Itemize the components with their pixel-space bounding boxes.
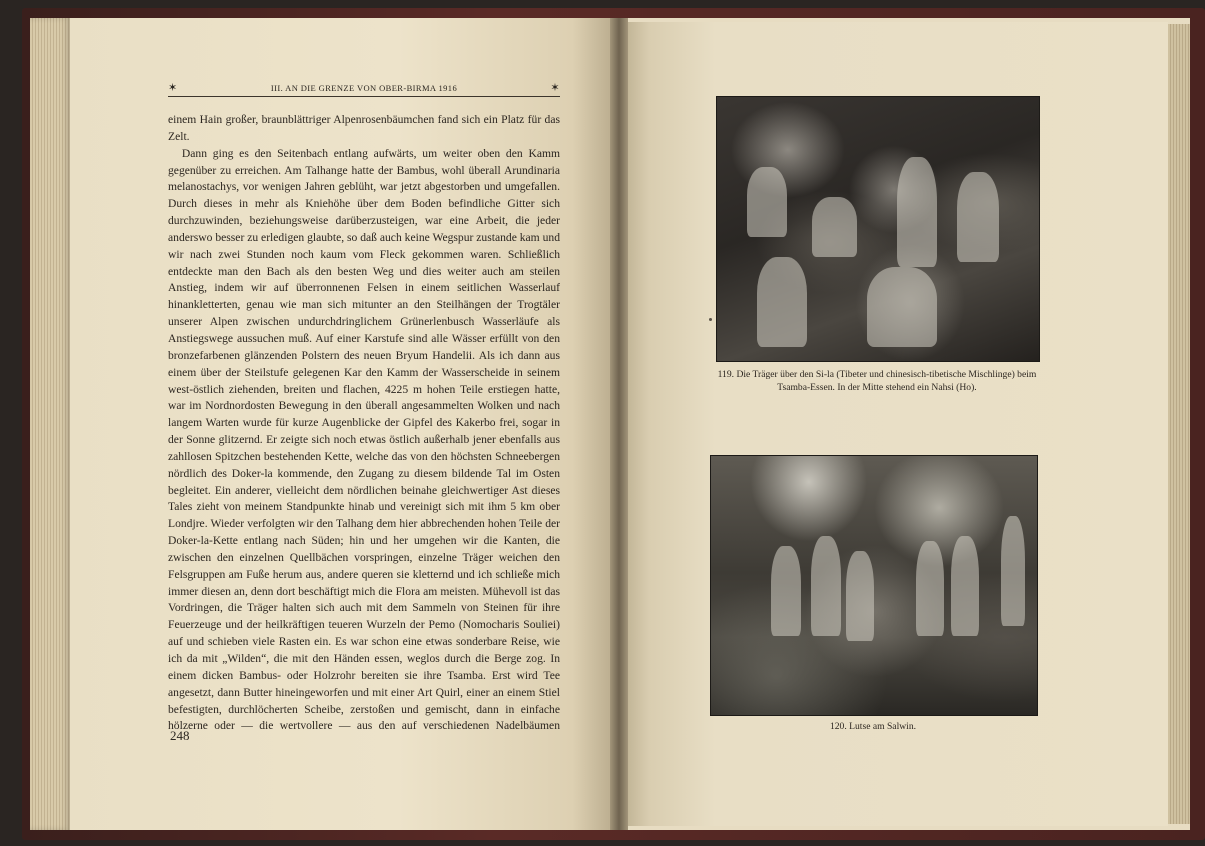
ornament-right-icon: ✶ [550,82,560,94]
photo-figure [812,197,857,257]
paragraph: Dann ging es den Seitenbach entlang aufwärts, um weiter oben den Kamm gegenüber zu erreichen. Am Talhange hatte der Bambus, wohl überall Arundinaria melanostachys, vor wenigen Jahren geblüht, war jetzt abgestorben und umgefallen. Durch dieses in mehr als Kniehöhe über dem Boden befindliche Gitter sich durchzuwinden, beziehungsweise darüberzusteigen, war eine Arbeit, die jeder anderswo besser zu erledigen glaubte, so daß auch keine Wegspur zustande kam und wir nach zwei Stunden noch kaum vom Fleck gekommen waren. Schließlich entdeckte man den Bach als den besten Weg und dies weiter auch am steilen Anstieg, indem wir auf überronnenen Felsen in einem seitlichen Wasserlauf hinankletterten, genau wie man sich mitunter an den Steilhängen der Trogtäler unserer Alpen zwischen undurchdringlichem Grünerlenbusch Wasserläufe als Anstiegswege aussuchen muß. Auf einer Karstufe sind alle Wässer erfüllt von den bronzefarbenen glänzenden Polstern des neuen Bryum Handelii. Als ich dann aus einem über der Steilstufe gelegenen Kar den Kamm der Wasserscheide in seinem west-östlich ziehenden, breiten und flachen, 4225 m hohen Teile erstiegen hatte, war im Nordnordosten Bewegung in den überall angesammelten Wolken und nach langem Warten wurde für kurze Augenblicke der Gipfel des Kakerbo frei, sogar in der Sonne glitzernd. Er zeigte sich noch etwas östlich außerhalb jener ebenfalls aus zahllosen Spitzchen bestehenden Kette, welche das von den höchsten Schneebergen nördlich des Doker-la kommende, den Zugang zu diesem bildende Tal im Osten begleitet. Ein anderer, vielleicht dem nördlichen beinahe gleichwertiger Ast dieses Tales zieht von meinem Standpunkte hinab und vereinigt sich mit ihm 5 km ober Londjre. Wieder verfolgten wir den Talhang dem hier abbrechenden hohen Teile der Doker-la-Kette entlang nach Süden; hin und her umgehen wir die Kanten, die zwischen den einzelnen Quellbächen vorspringen, einzelne Träger weichen den Felsgruppen am Fuße herum aus, andere queren sie kletternd und ich schließe mich immer diesen an, denn dort beschäftigt mich die Flora am meisten. Mühevoll ist das Vordringen, die Träger halten sich auch mit dem Sammeln von Steinen für ihre Feuerzeuge und der heilkräftigen teueren Wurzeln der Pemo (Nomocharis Souliei) auf und schieben viele Rasten ein. Es war schon eine etwas sonderbare Reise, wie ich da mit „Wilden“, die mit den Händen essen, weglos durch die Berge zog. In einem dicken Bambus- oder Holzrohr bereiten sie ihre Tsamba. Erst wird Tee angesetzt, dann Butter hineingeworfen und mit einer Art Quirl, einer an einem Stiel befestigten, durchlöcherten Scheibe, zerstoßen und gemischt, dann in einfache hölzerne oder — die wertvollere — aus den auf verschiedenen Nadelbäumen [168,146,560,732]
paragraph: einem Hain großer, braunblättriger Alpenrosenbäumchen fand sich ein Platz für das Zelt. [168,113,560,143]
page-edges-left [30,18,70,830]
running-head [168,80,560,97]
photo-porters-eating-tsamba [716,96,1040,362]
photo-figure [897,157,937,267]
photo-figure [771,546,801,636]
body-text [168,112,560,732]
photo-figure [846,551,874,641]
running-head-title: III. AN DIE GRENZE VON OBER-BIRMA 1916 [270,83,458,93]
photo-lutse-salwin [710,455,1038,716]
ornament-left-icon: ✶ [168,82,178,94]
photo-figure [916,541,944,636]
photo-figure [951,536,979,636]
photo-figure [1001,516,1025,626]
photo-figure [757,257,807,347]
book-gutter [610,18,628,830]
figure-caption-119: 119. Die Träger über den Si-la (Tibeter und chinesisch-tibetische Mischlinge) beim Tsamba-Essen. In der Mitte stehend ein Nahsi (Ho). [717,369,1037,393]
photo-figure [867,267,937,347]
margin-mark [709,318,712,321]
photo-figure [811,536,841,636]
page-number: 248 [170,728,190,743]
photo-figure [957,172,999,262]
page-edges-right [1168,24,1190,824]
photo-figure [747,167,787,237]
figure-caption-120: 120. Lutse am Salwin. [829,721,917,732]
